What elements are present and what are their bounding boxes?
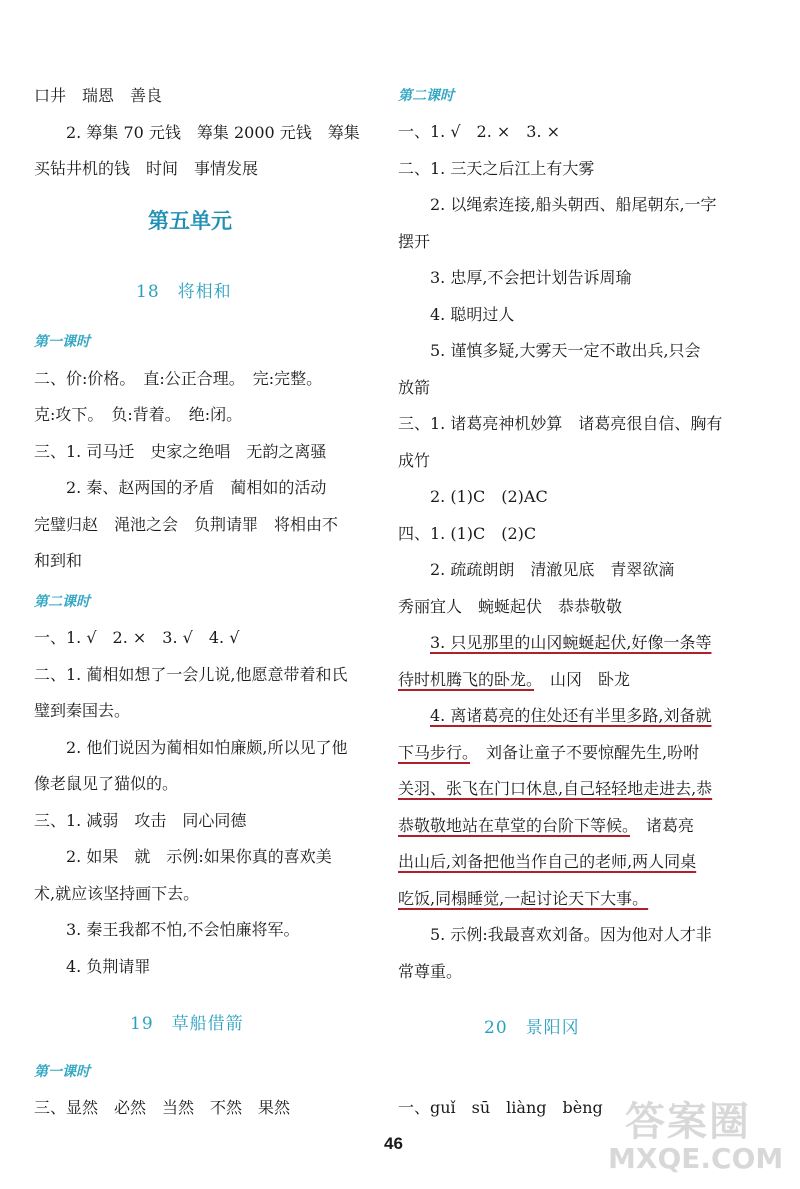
answer-line: 克:攻下。 负:背着。 绝:闭。 — [34, 405, 243, 424]
answer-line: 2. 如果 就 示例:如果你真的喜欢美 — [66, 847, 332, 866]
section-heading: 第二课时 — [34, 594, 90, 610]
answer-line: 三、显然 必然 当然 不然 果然 — [34, 1098, 291, 1117]
answer-line: 2. 秦、赵两国的矛盾 蔺相如的活动 — [66, 478, 327, 497]
answer-line: 三、1. 诸葛亮神机妙算 诸葛亮很自信、胸有 — [398, 414, 723, 433]
underlined-sentence: 4. 离诸葛亮的住处还有半里多路,刘备就 — [430, 706, 712, 725]
answer-line: 2. (1)C (2)AC — [430, 487, 548, 506]
answer-line: 二、价:价格。 直:公正合理。 完:完整。 — [34, 369, 323, 388]
answer-line: 3. 忠厚,不会把计划告诉周瑜 — [430, 268, 632, 287]
answer-line: 常尊重。 — [398, 962, 463, 981]
underlined-sentence: 吃饭,同榻睡觉,一起讨论天下大事。 — [398, 889, 649, 908]
watermark-text: 答案圈 — [625, 1099, 751, 1145]
lesson-title-18: 18 将相和 — [136, 282, 232, 302]
answer-line: 5. 示例:我最喜欢刘备。因为他对人才非 — [430, 925, 712, 944]
answer-line: 三、1. 减弱 攻击 同心同德 — [34, 811, 247, 830]
answer-line: 璧到秦国去。 — [34, 701, 131, 720]
answer-line — [398, 888, 648, 910]
section-heading: 第一课时 — [34, 334, 90, 350]
section-heading: 第二课时 — [398, 88, 454, 104]
answer-line: 2. 筹集 70 元钱 筹集 2000 元钱 筹集 — [66, 123, 360, 142]
section-heading: 第一课时 — [34, 1064, 90, 1080]
answer-line: 3. 秦王我都不怕,不会怕廉将军。 — [66, 920, 300, 939]
answer-line: 放箭 — [398, 378, 431, 397]
answer-line — [398, 815, 694, 837]
answer-line: 一、1. √ 2. × 3. √ 4. √ — [34, 628, 240, 647]
answer-text: 诸葛亮 — [630, 816, 695, 835]
answer-line — [398, 851, 696, 873]
answer-line: 摆开 — [398, 232, 431, 251]
page-number: 46 — [384, 1134, 403, 1153]
answer-text: 山冈 卧龙 — [534, 670, 631, 689]
answer-line — [398, 669, 630, 691]
underlined-sentence: 恭敬敬地站在草堂的台阶下等候。 — [398, 816, 631, 835]
answer-line: 5. 谨慎多疑,大雾天一定不敢出兵,只会 — [430, 341, 701, 360]
answer-line — [398, 778, 712, 800]
underlined-sentence: 关羽、张飞在门口休息,自己轻轻地走进去,恭 — [398, 779, 713, 798]
underlined-sentence: 下马步行。 — [398, 743, 471, 762]
answer-line: 成竹 — [398, 451, 431, 470]
answer-line: 完璧归赵 渑池之会 负荆请罪 将相由不 — [34, 515, 339, 534]
answer-line: 四、1. (1)C (2)C — [398, 524, 537, 543]
answer-line: 三、1. 司马迁 史家之绝唱 无韵之离骚 — [34, 442, 327, 461]
answer-line: 秀丽宜人 蜿蜒起伏 恭恭敬敬 — [398, 597, 623, 616]
answer-line: 二、1. 三天之后江上有大雾 — [398, 159, 595, 178]
answer-line: 4. 负荆请罪 — [66, 957, 151, 976]
answer-line — [430, 705, 711, 727]
underlined-sentence: 出山后,刘备把他当作自己的老师,两人同桌 — [398, 852, 697, 871]
underlined-sentence: 待时机腾飞的卧龙。 — [398, 670, 535, 689]
answer-line: 像老鼠见了猫似的。 — [34, 774, 179, 793]
answer-line — [398, 742, 699, 764]
answer-line: 4. 聪明过人 — [430, 305, 515, 324]
answer-line: 买钻井机的钱 时间 事情发展 — [34, 159, 259, 178]
answer-line: 一、guǐ sū liàng bèng — [398, 1098, 603, 1117]
answer-line: 一、1. √ 2. × 3. × — [398, 122, 561, 141]
unit-title: 第五单元 — [148, 208, 232, 233]
answer-line: 口井 瑞恩 善良 — [34, 86, 163, 105]
answer-text: 刘备让童子不要惊醒先生,吩咐 — [470, 743, 700, 762]
answer-line: 2. 以绳索连接,船头朝西、船尾朝东,一字 — [430, 195, 717, 214]
lesson-title-20: 20 景阳冈 — [484, 1018, 580, 1038]
answer-line — [430, 632, 711, 654]
answer-line: 术,就应该坚持画下去。 — [34, 884, 200, 903]
lesson-title-19: 19 草船借箭 — [130, 1014, 244, 1034]
watermark-url: MXQE.COM — [608, 1142, 784, 1175]
watermark-logo — [600, 1090, 790, 1185]
underlined-sentence: 3. 只见那里的山冈蜿蜒起伏,好像一条等 — [430, 633, 712, 652]
answer-line: 二、1. 蔺相如想了一会儿说,他愿意带着和氏 — [34, 665, 348, 684]
answer-line: 和到和 — [34, 551, 83, 570]
answer-line: 2. 他们说因为蔺相如怕廉颇,所以见了他 — [66, 738, 348, 757]
answer-line: 2. 疏疏朗朗 清澈见底 青翠欲滴 — [430, 560, 675, 579]
